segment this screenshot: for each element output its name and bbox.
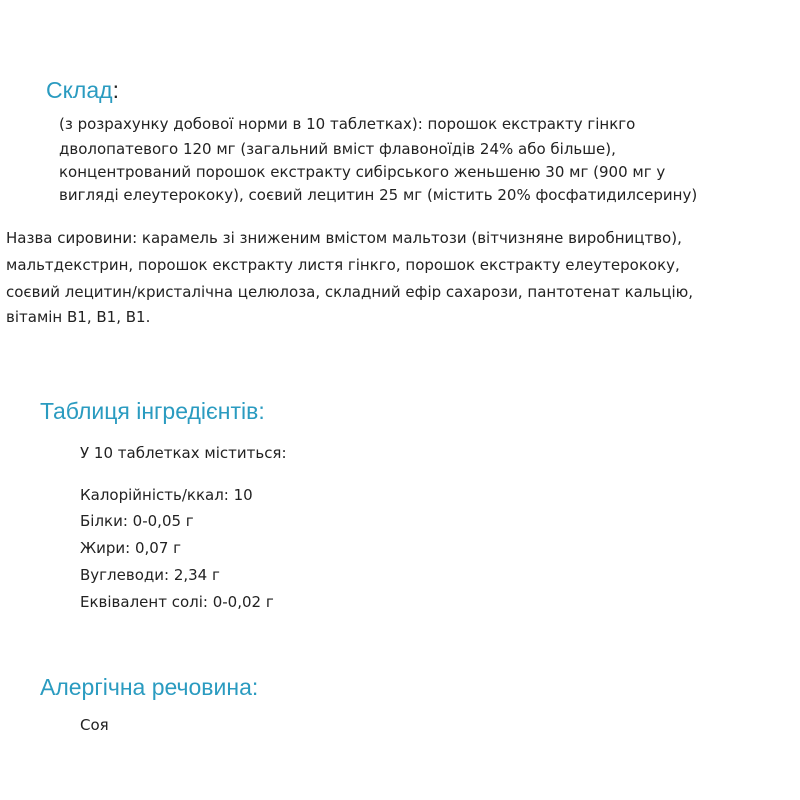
composition-heading bbox=[46, 77, 119, 104]
composition-colon: : bbox=[112, 77, 119, 103]
allergen-heading: Алергічна речовина: bbox=[40, 674, 259, 700]
composition-line: концентрований порошок екстракту сибірського женьшеню 30 мг (900 мг у bbox=[59, 163, 666, 181]
composition-title: Склад bbox=[46, 77, 113, 103]
nutrition-row-salt: Еквівалент солі: 0-0,02 г bbox=[80, 593, 274, 611]
composition-line: вигляді елеутерококу), соєвий лецитин 25 мг (містить 20% фосфатидилсерину) bbox=[59, 186, 698, 204]
raw-materials-line: вітамін B1, B1, B1. bbox=[6, 308, 151, 326]
allergen-value: Соя bbox=[80, 716, 109, 734]
nutrition-row-protein: Білки: 0-0,05 г bbox=[80, 512, 194, 530]
ingredients-table-heading: Таблиця інгредієнтів: bbox=[40, 398, 265, 424]
raw-materials-line: Назва сировини: карамель зі зниженим вмістом мальтози (вітчизняне виробництво), bbox=[6, 229, 682, 247]
raw-materials-line: соєвий лецитин/кристалічна целюлоза, складний ефір сахарози, пантотенат кальцію, bbox=[6, 283, 694, 301]
nutrition-row-calories: Калорійність/ккал: 10 bbox=[80, 486, 253, 504]
composition-line: (з розрахунку добової норми в 10 таблетках): порошок екстракту гінкго bbox=[59, 115, 636, 133]
raw-materials-line: мальтдекстрин, порошок екстракту листя гінкго, порошок екстракту елеутерококу, bbox=[6, 256, 680, 274]
ingredients-intro: У 10 таблетках міститься: bbox=[80, 444, 287, 462]
composition-line: дволопатевого 120 мг (загальний вміст флавоноїдів 24% або більше), bbox=[59, 140, 616, 158]
nutrition-row-carbs: Вуглеводи: 2,34 г bbox=[80, 566, 220, 584]
nutrition-row-fat: Жири: 0,07 г bbox=[80, 539, 182, 557]
